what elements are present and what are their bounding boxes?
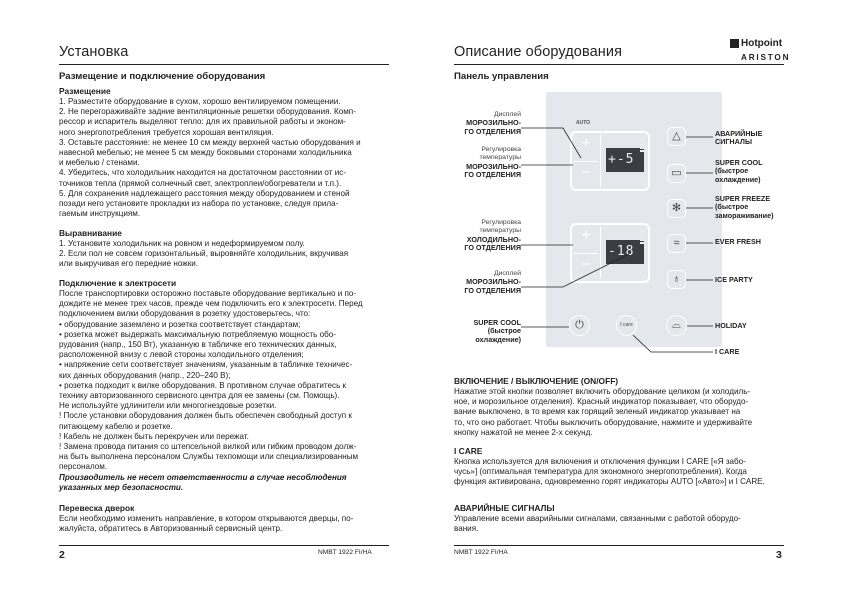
label-bold: HOLIDAY: [715, 321, 747, 330]
icare-label: [715, 348, 739, 356]
text-line: 3. Оставьте расстояние: не менее 10 см между верхней частью оборудования и: [59, 137, 361, 147]
text-line: 1. Разместите оборудование в сухом, хорошо вентилируемом помещении.: [59, 97, 341, 106]
alarm-label: [715, 130, 785, 147]
electric-heading: Подключение к электросети: [59, 278, 177, 288]
label-extra: (быстрое охлаждение): [715, 166, 761, 184]
text-line: расположенной внизу с левой стороны холодильного отделения;: [59, 350, 304, 360]
freezer-minus-button[interactable]: –: [581, 163, 591, 180]
label-bold: МОРОЗИЛЬНО-ГО ОТДЕЛЕНИЯ: [464, 118, 521, 136]
text-line: навесной мебелью; не менее 5 см между боковыми сторонами холодильника: [59, 148, 352, 157]
text-line: питающему кабелю и розетке.: [59, 421, 173, 431]
footer-rule: [59, 545, 389, 546]
super-freeze-label: [715, 195, 787, 220]
bottle-glass-icon: ♁: [672, 273, 681, 285]
freezer-display-label: [429, 111, 521, 136]
power-icon: ⏻: [575, 319, 584, 331]
section-title: Размещение и подключение оборудования: [59, 71, 266, 82]
display-label-2: [429, 270, 521, 295]
super-cool-left-label: [429, 319, 521, 344]
leveling-heading: Выравнивание: [59, 228, 122, 238]
text-line: вания.: [454, 524, 479, 534]
text-line: Если необходимо изменить направление, в котором открываются дверцы, по-: [59, 514, 354, 523]
footer-rule: [454, 545, 784, 546]
text-line: Не используйте удлинители или многогнездовые розетки.: [59, 401, 277, 411]
label-bold: EVER FRESH: [715, 237, 761, 246]
snowflake-icon: ✻: [671, 202, 682, 214]
label-normal: Регулировка температуры: [479, 146, 521, 162]
panel-heading: Панель управления: [454, 71, 549, 82]
text-line: вание выключено, в то время как горящий зеленый индикатор указывает на: [454, 407, 741, 417]
label-bold: ICE PARTY: [715, 275, 753, 284]
text-line: 4. Убедитесь, что холодильник находится на достаточном расстоянии от ис-: [59, 168, 346, 178]
auto-indicator: AUTO: [576, 120, 591, 126]
text-line: подключением вилки оборудования в розетку удостоверьтесь, что:: [59, 309, 311, 319]
label-bold: МОРОЗИЛЬНО-ГО ОТДЕЛЕНИЯ: [464, 277, 521, 295]
fridge-minus-button[interactable]: –: [581, 255, 591, 272]
model-code: NMBT 1922 FI/HA: [318, 549, 372, 556]
super-cool-label: [715, 159, 785, 184]
text-line: Кнопка используется для включения и отключения функции I CARE [«Я забо-: [454, 457, 746, 466]
text-line: • розетка подходит к вилке оборудования. В противном случае обратитесь к: [59, 380, 347, 390]
text-line: ких данных оборудования (напр., 220–240 В);: [59, 370, 231, 380]
label-bold: МОРОЗИЛЬНО-ГО ОТДЕЛЕНИЯ: [464, 161, 521, 180]
icare-icon: I care: [620, 322, 633, 328]
text-line: ! Кабель не должен быть перекручен или пережат.: [59, 431, 249, 441]
text-line: указанных мер безопасности.: [59, 483, 184, 493]
text-line: 5. Для сохранения надлежащего расстояния между оборудованием и стеной: [59, 188, 350, 198]
freezer-temp-label: [429, 146, 521, 180]
text-line: Производитель не несет ответственности в случае несоблюдения: [59, 473, 347, 482]
text-line: функция активирована, одновременно горят индикаторы AUTO [«Авто»] и I CARE.: [454, 477, 765, 487]
label-bold: I CARE: [715, 347, 740, 356]
text-line: рудования (напр., 150 Вт), указанную в табличке его технических данных,: [59, 340, 337, 349]
text-line: 1. Установите холодильник на ровном и недеформируемом полу.: [59, 239, 305, 248]
icare-heading: I CARE: [454, 446, 483, 456]
label-bold: ХОЛОДИЛЬНО-ГО ОТДЕЛЕНИЯ: [464, 234, 521, 253]
text-line: жалуйста, обратитесь в Авторизованный сервисный центр.: [59, 524, 283, 534]
text-line: • оборудование заземлено и розетка соответствует стандартам;: [59, 319, 301, 329]
text-line: позади него установите прокладки из набора по установке, следуя прила-: [59, 199, 339, 208]
text-line: технику авторизованного сервисного центра для ее замены (см. Помощь).: [59, 391, 340, 400]
text-line: то, что оно работает. Чтобы выключить оборудование, нажмите и удерживайте: [454, 417, 753, 427]
text-line: Нажатие этой кнопки позволяет включить оборудование целиком (и холодиль-: [454, 387, 751, 396]
text-line: Управление всеми аварийными сигналами, связанными с работой оборудо-: [454, 514, 741, 523]
brand-bottom: ARISTON: [741, 53, 791, 62]
ever-fresh-label: [715, 238, 761, 246]
right-page: [421, 0, 842, 595]
label-bold: АВАРИЙНЫЕ СИГНАЛЫ: [715, 129, 763, 147]
text-line: После транспортировки осторожно поставьте оборудование вертикально и по-: [59, 289, 357, 298]
text-line: ! После установки оборудования должен быть обеспечен свободный доступ к: [59, 411, 352, 421]
holiday-label: [715, 322, 747, 330]
alarms-heading: АВАРИЙНЫЕ СИГНАЛЫ: [454, 503, 555, 513]
label-normal: Дисплей: [493, 111, 521, 118]
label-normal: Регулировка температуры: [479, 219, 521, 235]
text-line: персоналом.: [59, 462, 108, 472]
placement-heading: Размещение: [59, 86, 111, 96]
text-line: ! Замена провода питания со штепсельной вилкой или гибким проводом долж-: [59, 442, 357, 451]
label-bold: SUPER FREEZE: [715, 194, 771, 203]
text-line: и мебелью / стенами.: [59, 158, 140, 168]
text-line: гаемым инструкциям.: [59, 209, 141, 219]
fridge-temp-label: [429, 219, 521, 253]
text-line: чусь»] (оптимальная температура для экономного энергопотребления). Когда: [454, 467, 747, 477]
text-line: ного энергопотребления требуется хорошая вентиляция.: [59, 127, 274, 137]
text-line: дождите не менее трех часов, прежде чем подключить его к электросети. Перед: [59, 299, 363, 309]
fridge-lcd: -18: [606, 240, 644, 264]
page-title: Описание оборудования: [454, 44, 623, 60]
door-heading: Перевеска дверок: [59, 503, 135, 513]
text-line: • розетка может выдержать максимальную потребляемую мощность обо-: [59, 329, 336, 339]
text-line: или выкручивая его передние ножки.: [59, 259, 199, 269]
ice-party-label: [715, 276, 753, 284]
label-normal: Дисплей: [493, 270, 521, 277]
label-bold: SUPER COOL (быстрое охлаждение): [473, 318, 521, 344]
text-line: точников тепла (прямой солнечный свет, электроплеи/обогреватели и т.п.).: [59, 178, 342, 188]
page-number: 3: [776, 549, 782, 561]
text-line: ное, и морозильное отделения). Красный индикатор показывает, что оборудо-: [454, 397, 749, 407]
onoff-heading: ВКЛЮЧЕНИЕ / ВЫКЛЮЧЕНИЕ (ON/OFF): [454, 376, 619, 386]
text-line: кнопку нажатой не менее 2-х секунд.: [454, 427, 593, 437]
freezer-lcd: +-5: [606, 148, 644, 172]
fish-icon: ≈: [673, 237, 680, 249]
deckchair-icon: ⌓: [672, 319, 681, 331]
brand-top: Hotpoint: [741, 38, 783, 49]
text-line: • напряжение сети соответствует значениям, указанным в табличке техничес-: [59, 360, 353, 370]
text-line: 2. Если пол не совсем горизонтальный, выровняйте холодильник, вкручивая: [59, 249, 349, 259]
page-title: Установка: [59, 44, 129, 60]
label-extra: (быстрое замораживание): [715, 202, 774, 220]
label-bold: SUPER COOL: [715, 158, 763, 167]
title-rule: [59, 64, 389, 65]
cup-icon: ▭: [671, 167, 682, 179]
freezer-plus-button[interactable]: +: [581, 135, 591, 152]
fridge-plus-button[interactable]: +: [581, 227, 591, 244]
text-line: 2. Не перегораживайте задние вентиляционные решетки оборудования. Комп-: [59, 107, 356, 117]
warning-triangle-icon: △: [672, 130, 681, 142]
model-code: NMBT 1922 FI/HA: [454, 549, 508, 556]
page-number: 2: [59, 549, 65, 561]
text-line: на быть выполнена персоналом Службы техпомощи или специализированным: [59, 452, 359, 462]
text-line: рессор и испаритель выделяют тепло: для их правильной работы и эконом-: [59, 117, 346, 127]
